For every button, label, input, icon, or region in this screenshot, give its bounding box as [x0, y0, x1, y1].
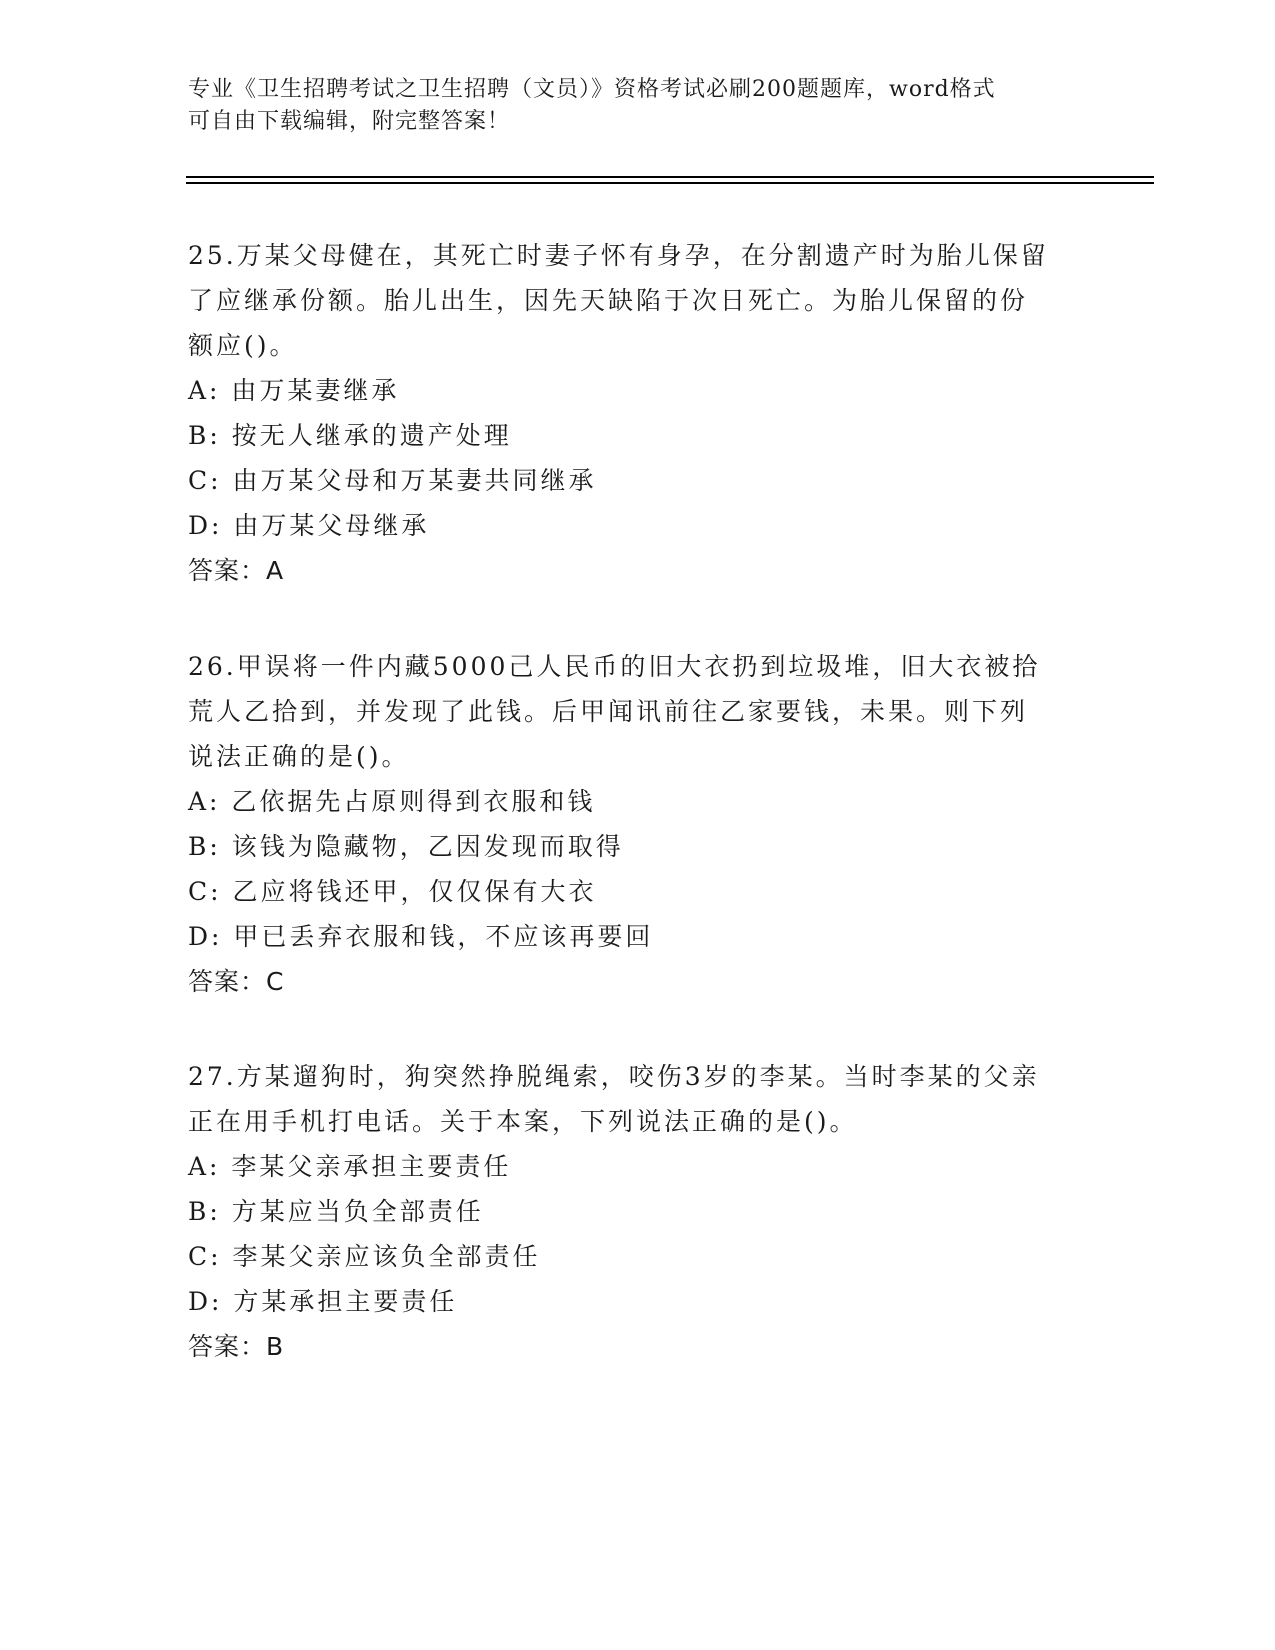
- answer-line: 答案：A: [188, 556, 285, 585]
- question-stem: [188, 233, 1088, 368]
- option-a: A: 李某父亲承担主要责任: [188, 1152, 512, 1181]
- question-stem-line: 额应()。: [188, 331, 298, 360]
- header-divider-bottom: [186, 182, 1154, 184]
- option-d: D: 由万某父母继承: [188, 511, 430, 540]
- document-header: [188, 74, 1068, 138]
- option-b: B: 按无人继承的遗产处理: [188, 421, 512, 450]
- option-b: B: 方某应当负全部责任: [188, 1197, 484, 1226]
- header-line-1: 专业《卫生招聘考试之卫生招聘（文员）》资格考试必刷200题题库，word格式: [188, 77, 996, 102]
- option-c: C: 李某父亲应该负全部责任: [188, 1242, 541, 1271]
- option-d: D: 甲已丢弃衣服和钱，不应该再要回: [188, 922, 654, 951]
- question-stem-line: 荒人乙拾到，并发现了此钱。后甲闻讯前往乙家要钱，未果。则下列: [188, 697, 1029, 726]
- option-d: D: 方某承担主要责任: [188, 1287, 458, 1316]
- question-stem: [188, 644, 1088, 779]
- question-stem-line: 27.方某遛狗时，狗突然挣脱绳索，咬伤3岁的李某。当时李某的父亲: [188, 1062, 1040, 1091]
- option-c: C: 乙应将钱还甲，仅仅保有大衣: [188, 877, 597, 906]
- question-25: [188, 233, 1088, 593]
- option-b: B: 该钱为隐藏物，乙因发现而取得: [188, 832, 624, 861]
- question-stem-line: 正在用手机打电话。关于本案，下列说法正确的是()。: [188, 1107, 858, 1136]
- question-stem: [188, 1054, 1088, 1144]
- question-stem-line: 25.万某父母健在，其死亡时妻子怀有身孕，在分割遗产时为胎儿保留: [188, 241, 1049, 270]
- question-26: [188, 644, 1088, 1004]
- question-stem-line: 了应继承份额。胎儿出生，因先天缺陷于次日死亡。为胎儿保留的份: [188, 286, 1029, 315]
- header-divider-top: [186, 176, 1154, 178]
- question-stem-line: 说法正确的是()。: [188, 742, 410, 771]
- question-stem-line: 26.甲误将一件内藏5000己人民币的旧大衣扔到垃圾堆，旧大衣被拾: [188, 652, 1041, 681]
- header-line-2: 可自由下载编辑，附完整答案！: [188, 109, 511, 134]
- option-a: A: 乙依据先占原则得到衣服和钱: [188, 787, 596, 816]
- answer-line: 答案：B: [188, 1332, 285, 1361]
- option-a: A: 由万某妻继承: [188, 376, 400, 405]
- answer-line: 答案：C: [188, 967, 285, 996]
- option-c: C: 由万某父母和万某妻共同继承: [188, 466, 597, 495]
- question-27: [188, 1054, 1088, 1369]
